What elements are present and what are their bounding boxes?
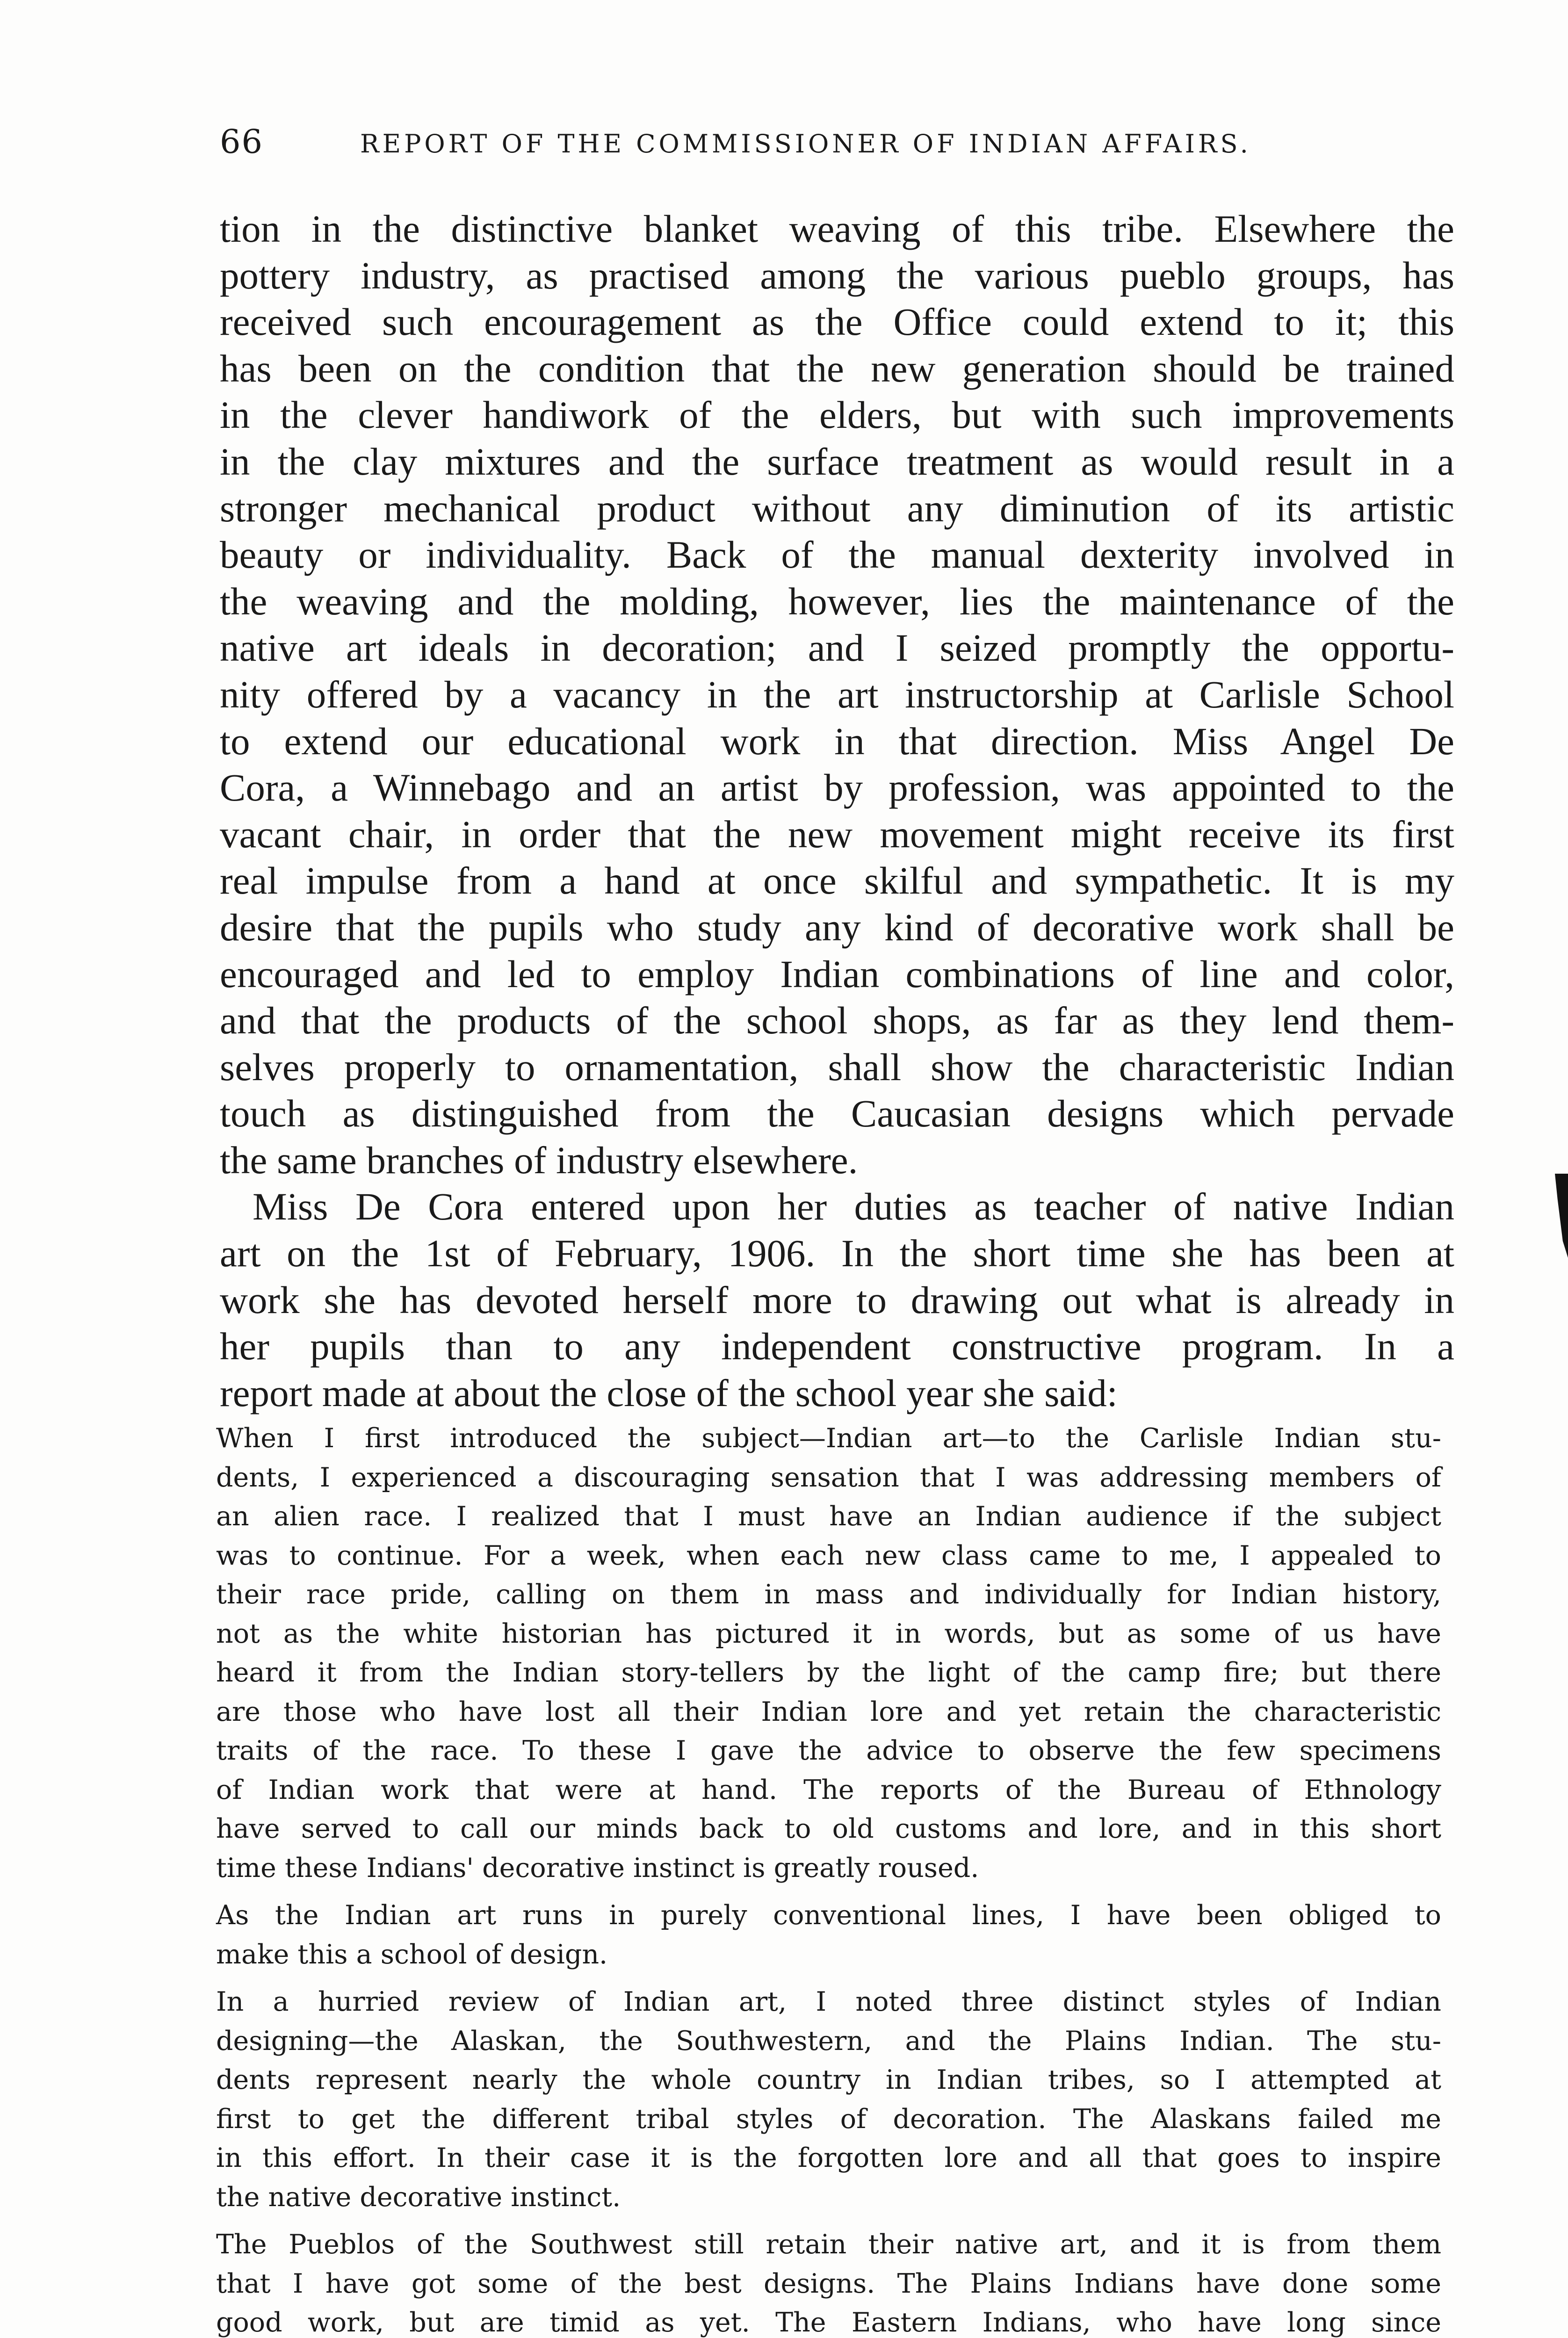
text-line: selves properly to ornamentation, shall show the characteristic Indian xyxy=(220,1045,1454,1089)
text-line: in the clever handiwork of the elders, but with such improvements xyxy=(220,393,1454,437)
text-line: and that the products of the school shops, as far as they lend them- xyxy=(220,999,1454,1042)
quote-line: time these Indians' decorative instinct is greatly roused. xyxy=(216,1852,979,1883)
quote-paragraph-2 xyxy=(216,1896,1441,1974)
text-line: real impulse from a hand at once skilful and sympathetic. It is my xyxy=(220,859,1454,902)
text-line: the same branches of industry elsewhere. xyxy=(220,1138,858,1182)
quote-line: good work, but are timid as yet. The Eastern Indians, who have long since xyxy=(216,2307,1441,2338)
block-quote xyxy=(216,1419,1441,2338)
text-line: art on the 1st of February, 1906. In the short time she has been at xyxy=(220,1232,1454,1275)
quote-line: dents represent nearly the whole country in Indian tribes, so I attempted at xyxy=(216,2064,1441,2095)
quote-line: When I first introduced the subject—Indian art—to the Carlisle Indian stu- xyxy=(216,1423,1441,1454)
paragraph-gap xyxy=(216,2217,1441,2225)
paragraph-2 xyxy=(220,1183,1454,1416)
quote-line: of Indian work that were at hand. The reports of the Bureau of Ethnology xyxy=(216,1774,1441,1805)
text-line: beauty or individuality. Back of the manual dexterity involved in xyxy=(220,533,1454,577)
quote-line: designing—the Alaskan, the Southwestern, and the Plains Indian. The stu- xyxy=(216,2025,1441,2057)
quote-line: that I have got some of the best designs. The Plains Indians have done some xyxy=(216,2268,1441,2299)
text-line: work she has devoted herself more to drawing out what is already in xyxy=(220,1278,1454,1321)
quote-line: heard it from the Indian story-tellers by the light of the camp fire; but there xyxy=(216,1657,1441,1688)
quote-paragraph-3 xyxy=(216,1983,1441,2217)
body-text xyxy=(220,206,1454,1416)
scan-edge-mark xyxy=(1555,1174,1568,1258)
text-line: the weaving and the molding, however, lies the maintenance of the xyxy=(220,579,1454,623)
paragraph-1 xyxy=(220,206,1454,1183)
quote-line: As the Indian art runs in purely conventional lines, I have been obliged to xyxy=(216,1900,1441,1931)
page-number: 66 xyxy=(220,123,264,161)
quote-line: first to get the different tribal styles of decoration. The Alaskans failed me xyxy=(216,2103,1441,2135)
quote-paragraph-1 xyxy=(216,1419,1441,1888)
quote-line: have served to call our minds back to old customs and lore, and in this short xyxy=(216,1813,1441,1844)
text-line: received such encouragement as the Office could extend to it; this xyxy=(220,300,1454,344)
text-line: nity offered by a vacancy in the art instructorship at Carlisle School xyxy=(220,672,1454,716)
paragraph-gap xyxy=(216,1974,1441,1983)
quote-line: dents, I experienced a discouraging sensation that I was addressing members of xyxy=(216,1462,1441,1493)
quote-line: in this effort. In their case it is the forgotten lore and all that goes to inspire xyxy=(216,2143,1441,2173)
running-head: REPORT OF THE COMMISSIONER OF INDIAN AFFAIRS. xyxy=(360,129,1251,159)
text-line: pottery industry, as practised among the various pueblo groups, has xyxy=(220,253,1454,297)
text-line: Cora, a Winnebago and an artist by profession, was appointed to the xyxy=(220,766,1454,809)
quote-line: In a hurried review of Indian art, I noted three distinct styles of Indian xyxy=(216,1986,1441,2017)
text-line: native art ideals in decoration; and I seized promptly the opportu- xyxy=(220,626,1454,670)
text-line: Miss De Cora entered upon her duties as teacher of native Indian xyxy=(253,1185,1454,1228)
quote-line: the native decorative instinct. xyxy=(216,2181,621,2213)
text-line: report made at about the close of the school year she said: xyxy=(220,1371,1118,1414)
quote-line: make this a school of design. xyxy=(216,1939,608,1970)
text-line: encouraged and led to employ Indian combinations of line and color, xyxy=(220,952,1454,996)
text-line: touch as distinguished from the Caucasian designs which pervade xyxy=(220,1092,1454,1135)
text-line: in the clay mixtures and the surface treatment as would result in a xyxy=(220,440,1454,483)
text-line: tion in the distinctive blanket weaving of this tribe. Elsewhere the xyxy=(220,207,1454,250)
text-line: has been on the condition that the new generation should be trained xyxy=(220,346,1454,390)
text-line: to extend our educational work in that direction. Miss Angel De xyxy=(220,719,1454,763)
paragraph-gap xyxy=(216,1888,1441,1896)
quote-line: not as the white historian has pictured it in words, but as some of us have xyxy=(216,1618,1441,1649)
quote-line: The Pueblos of the Southwest still retain their native art, and it is from them xyxy=(216,2229,1441,2260)
quote-line: was to continue. For a week, when each new class came to me, I appealed to xyxy=(216,1540,1441,1571)
quote-line: an alien race. I realized that I must have an Indian audience if the subject xyxy=(216,1501,1441,1532)
quote-line: their race pride, calling on them in mass and individually for Indian history, xyxy=(216,1579,1441,1610)
text-line: desire that the pupils who study any kind of decorative work shall be xyxy=(220,905,1454,949)
page-header xyxy=(220,123,1351,169)
text-line: her pupils than to any independent constructive program. In a xyxy=(220,1325,1454,1368)
quote-line: are those who have lost all their Indian lore and yet retain the characteristic xyxy=(216,1696,1441,1727)
quote-line: traits of the race. To these I gave the advice to observe the few specimens xyxy=(216,1735,1441,1766)
text-line: stronger mechanical product without any diminution of its artistic xyxy=(220,486,1454,530)
text-line: vacant chair, in order that the new movement might receive its first xyxy=(220,812,1454,856)
quote-paragraph-4 xyxy=(216,2225,1441,2338)
